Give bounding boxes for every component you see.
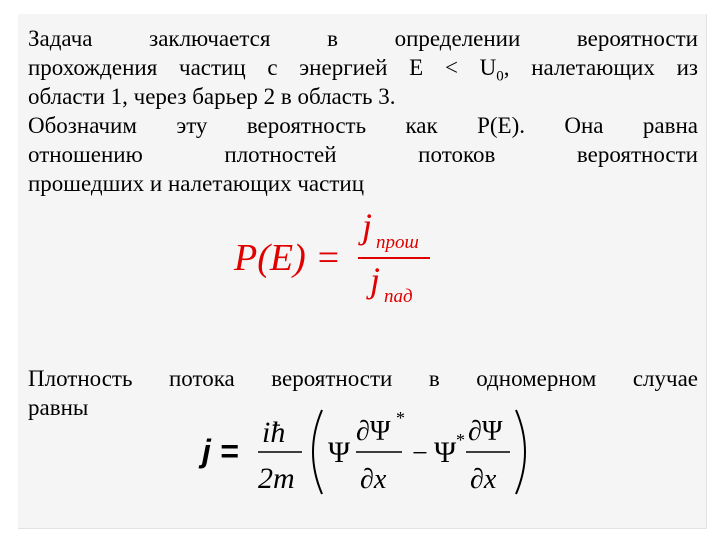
paragraph-intro xyxy=(28,24,698,198)
text-fragment: , налетающих из xyxy=(503,55,698,80)
psi: Ψ xyxy=(328,436,351,469)
conjugate-star: * xyxy=(456,430,465,450)
right-paren xyxy=(516,410,525,494)
subscript: 0 xyxy=(496,68,504,85)
formula-lhs: P(E) = xyxy=(234,237,341,279)
left-paren xyxy=(313,410,322,494)
coef-denominator: 2m xyxy=(258,462,295,495)
text-line xyxy=(28,53,698,85)
dpsi: ∂Ψ xyxy=(468,416,503,447)
dx: ∂x xyxy=(470,464,497,495)
text-line: отношению плотностей потоков вероятности xyxy=(28,142,698,167)
text-line: Плотность потока вероятности в одномерном случае xyxy=(28,366,698,391)
text-line: области 1, через барьер 2 в область 3. xyxy=(28,84,396,109)
text-line: Обозначим эту вероятность как P(E). Она равна xyxy=(28,113,698,138)
conjugate-star: * xyxy=(396,408,405,428)
denominator-j: j xyxy=(370,260,381,300)
dpsi-star: ∂Ψ xyxy=(356,416,391,447)
coef-numerator: iħ xyxy=(262,416,286,449)
minus-sign: − xyxy=(412,438,428,469)
numerator-j: j xyxy=(362,206,373,246)
numerator-subscript: прош xyxy=(376,232,419,253)
flux-formula xyxy=(198,402,538,502)
probability-formula xyxy=(230,200,440,310)
psi-conjugate: Ψ xyxy=(434,436,457,469)
text-fragment: прохождения частиц с энергией E < U xyxy=(28,55,497,80)
text-line: прошедших и налетающих частиц xyxy=(28,171,365,196)
slide xyxy=(18,14,707,529)
text-line: равны xyxy=(28,395,89,420)
dx: ∂x xyxy=(360,464,387,495)
text-line: Задача заключается в определении вероятности xyxy=(28,26,698,51)
denominator-subscript: пад xyxy=(384,286,413,307)
formula-lhs: j = xyxy=(202,433,239,469)
